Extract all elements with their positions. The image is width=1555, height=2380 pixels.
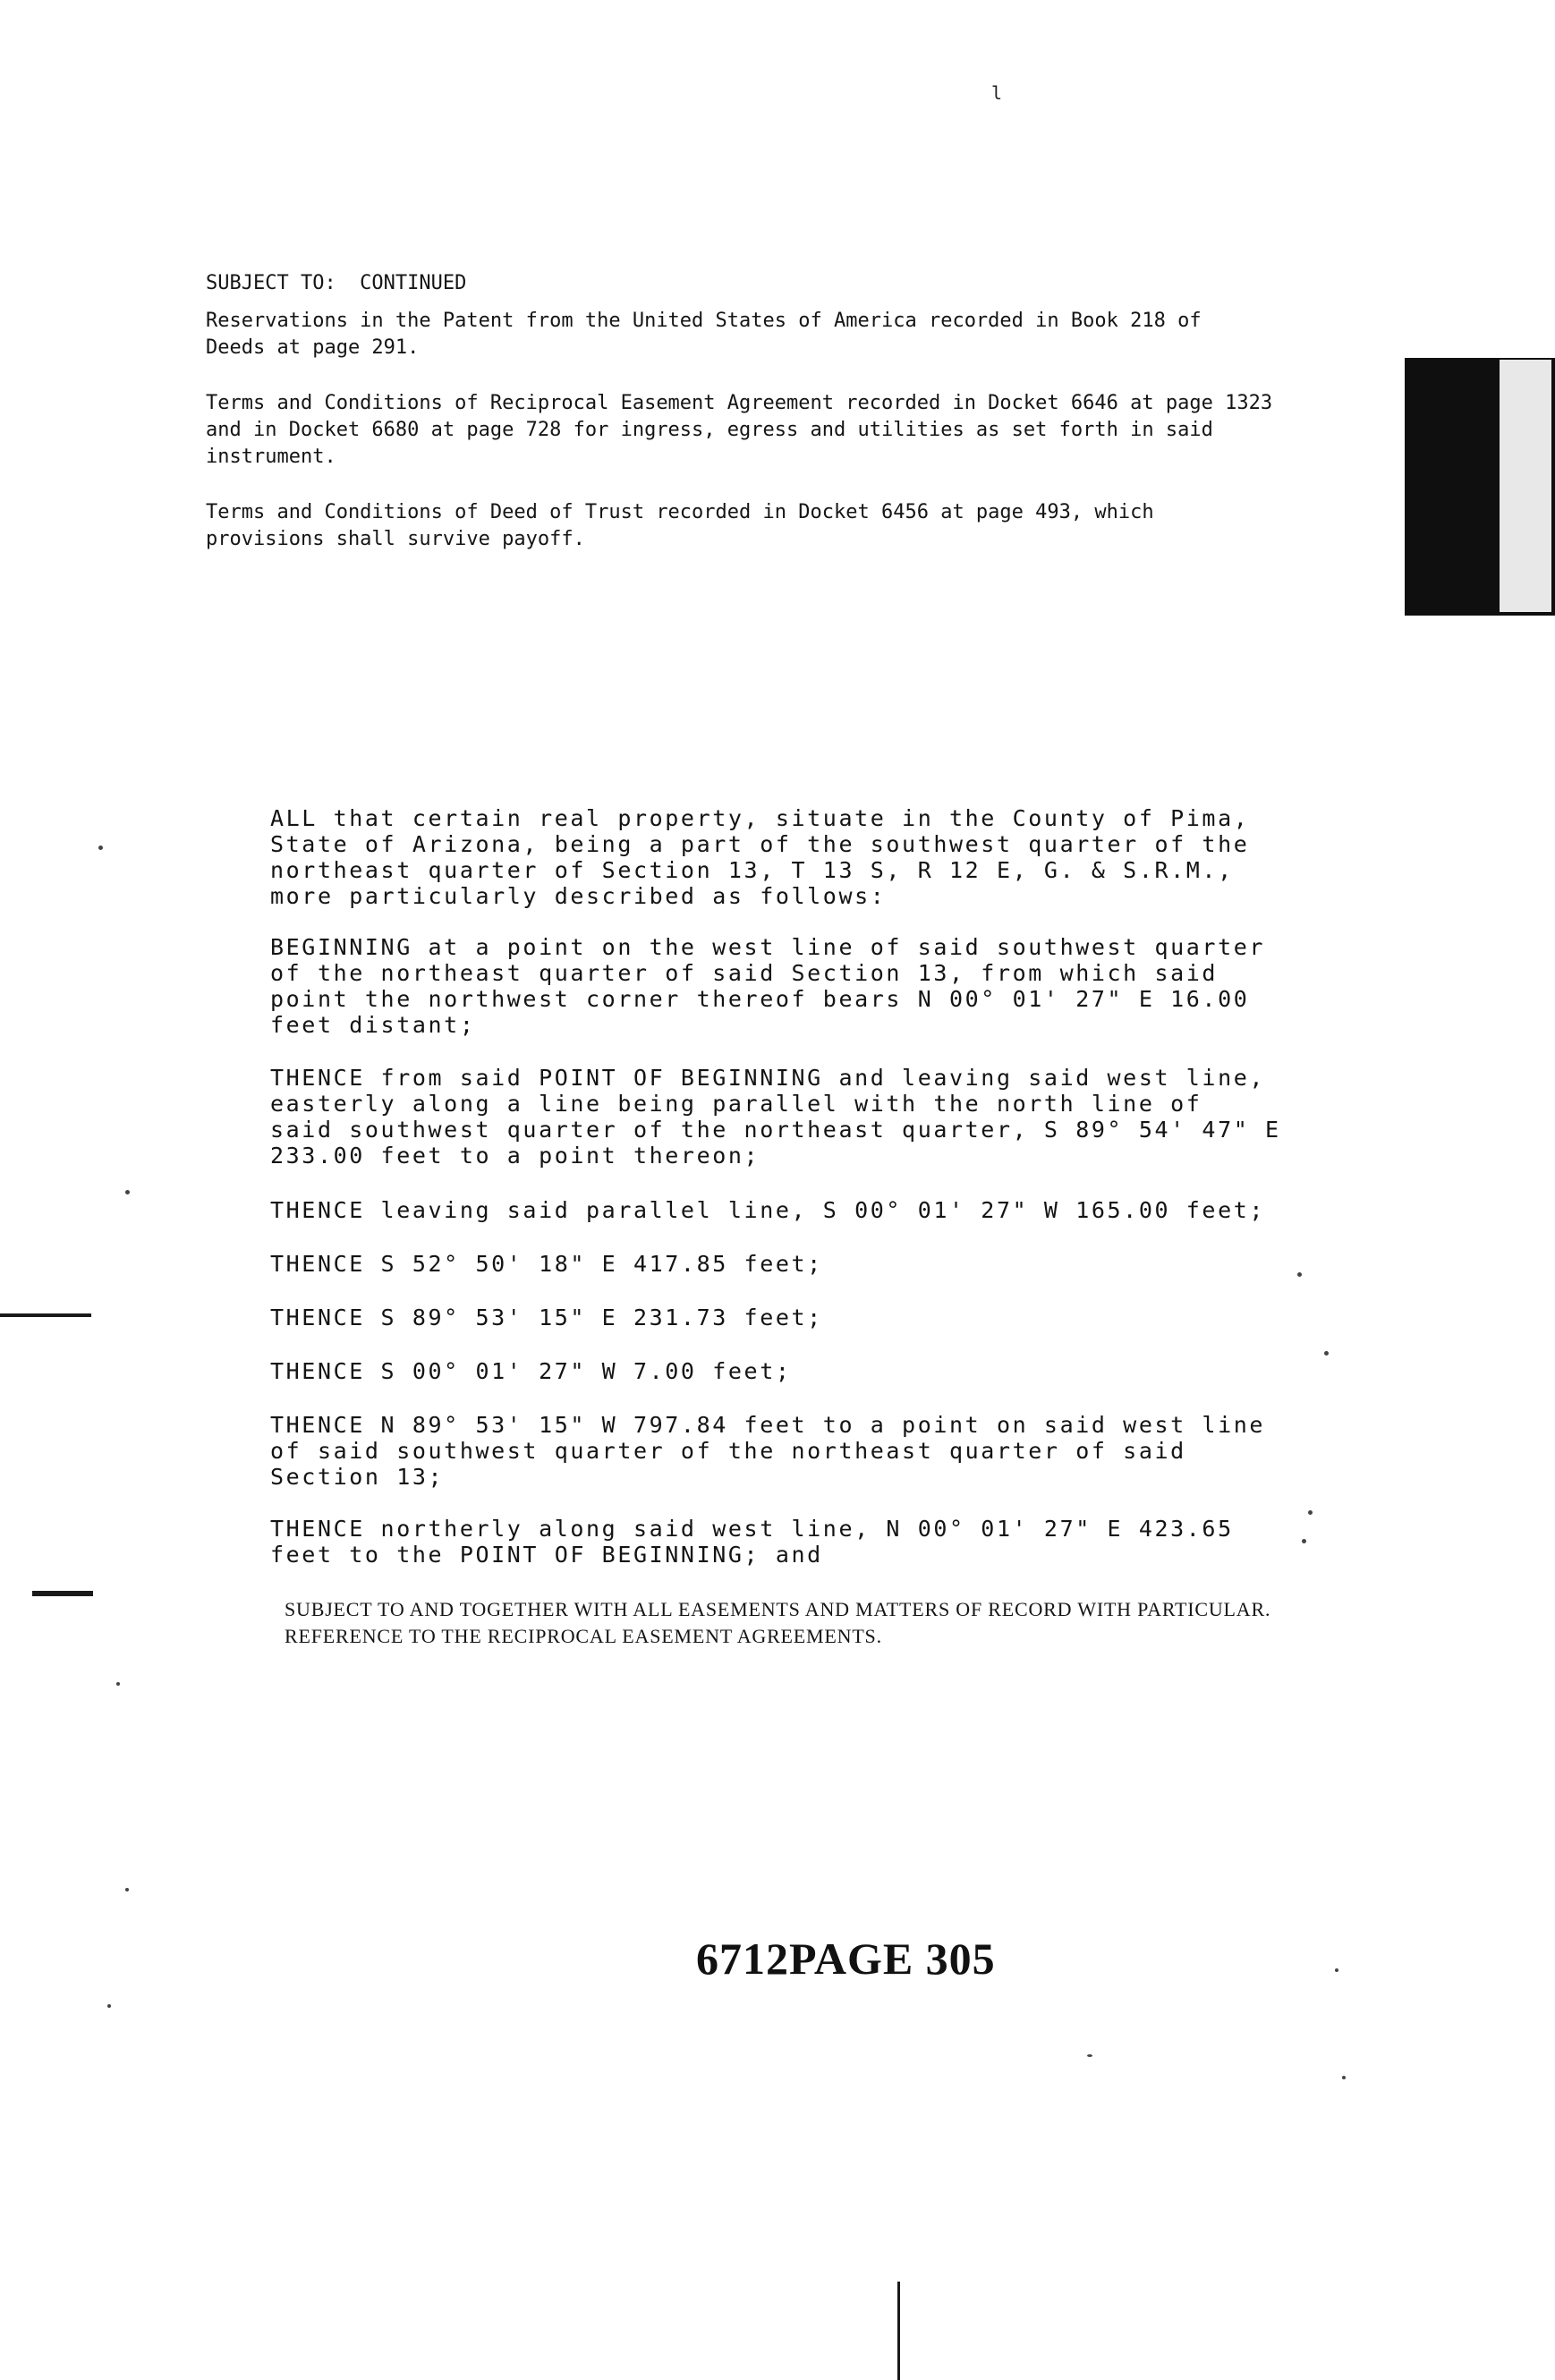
legal-call-5: THENCE S 00° 01' 27" W 7.00 feet; (270, 1358, 792, 1384)
legal-description-beginning: BEGINNING at a point on the west line of said southwest quarter of the northeast quarter of said Section 13, from which said point the northwest corner thereof bears N 00° 01' 27" E 16.00 feet distant; (270, 934, 1266, 1038)
legal-call-6: THENCE N 89° 53' 15" W 797.84 feet to a point on said west line of said southwest quarter of the northeast quarter of said Section 13; (270, 1412, 1266, 1490)
scan-speck (1342, 2076, 1346, 2079)
page-mark: l (991, 82, 1003, 104)
scan-speck (1087, 2054, 1092, 2057)
scan-speck (107, 2004, 111, 2008)
scan-speck (125, 1888, 129, 1891)
scan-speck (1324, 1351, 1329, 1356)
scan-mark-line (0, 1313, 91, 1317)
scan-speck (1335, 1968, 1338, 1972)
legal-call-2: THENCE leaving said parallel line, S 00° 01' 27" W 165.00 feet; (270, 1197, 1266, 1223)
exception-paragraph-easement: Terms and Conditions of Reciprocal Easement Agreement recorded in Docket 6646 at page 1323 and in Docket 6680 at page 728 for ingress, egress and utilities as set forth in said instrument. (206, 392, 1273, 468)
legal-call-7: THENCE northerly along said west line, N 00° 01' 27" E 423.65 feet to the POINT OF BEGINNING; and (270, 1516, 1234, 1568)
exception-paragraph-patent: Reservations in the Patent from the United States of America recorded in Book 218 of Deeds at page 291. (206, 310, 1202, 359)
scan-speck (1302, 1539, 1306, 1543)
scan-mark-line (32, 1591, 93, 1596)
scan-speck (116, 1682, 120, 1686)
recording-stamp: 6712PAGE 305 (696, 1934, 996, 1984)
exception-paragraph-deed-of-trust: Terms and Conditions of Deed of Trust recorded in Docket 6456 at page 493, which provisions shall survive payoff. (206, 501, 1154, 550)
legal-call-3: THENCE S 52° 50' 18" E 417.85 feet; (270, 1251, 823, 1277)
legal-call-4: THENCE S 89° 53' 15" E 231.73 feet; (270, 1305, 823, 1330)
scan-speck (1308, 1510, 1313, 1515)
scan-speck (125, 1190, 130, 1194)
scan-speck (1297, 1272, 1302, 1277)
subject-to-heading: SUBJECT TO: CONTINUED (206, 272, 467, 294)
scan-vertical-line (897, 2282, 900, 2380)
legal-call-1: THENCE from said POINT OF BEGINNING and leaving said west line, easterly along a line being parallel with the north line of said southwest quarter of the northeast quarter, S 89° 54' 47" E 233.00 feet to a point thereon; (270, 1065, 1281, 1169)
legal-description-intro: ALL that certain real property, situate in the County of Pima, State of Arizona, being a part of the southwest quarter of the northeast quarter of Section 13, T 13 S, R 12 E, G. & S.R.M., more particularly described as follows: (270, 805, 1250, 909)
scan-speck (98, 846, 103, 850)
subject-to-easements: SUBJECT TO AND TOGETHER WITH ALL EASEMENTS AND MATTERS OF RECORD WITH PARTICULAR. REFERENCE TO THE RECIPROCAL EASEMENT AGREEMENTS. (285, 1598, 1271, 1647)
scan-gray-region (1500, 360, 1551, 612)
